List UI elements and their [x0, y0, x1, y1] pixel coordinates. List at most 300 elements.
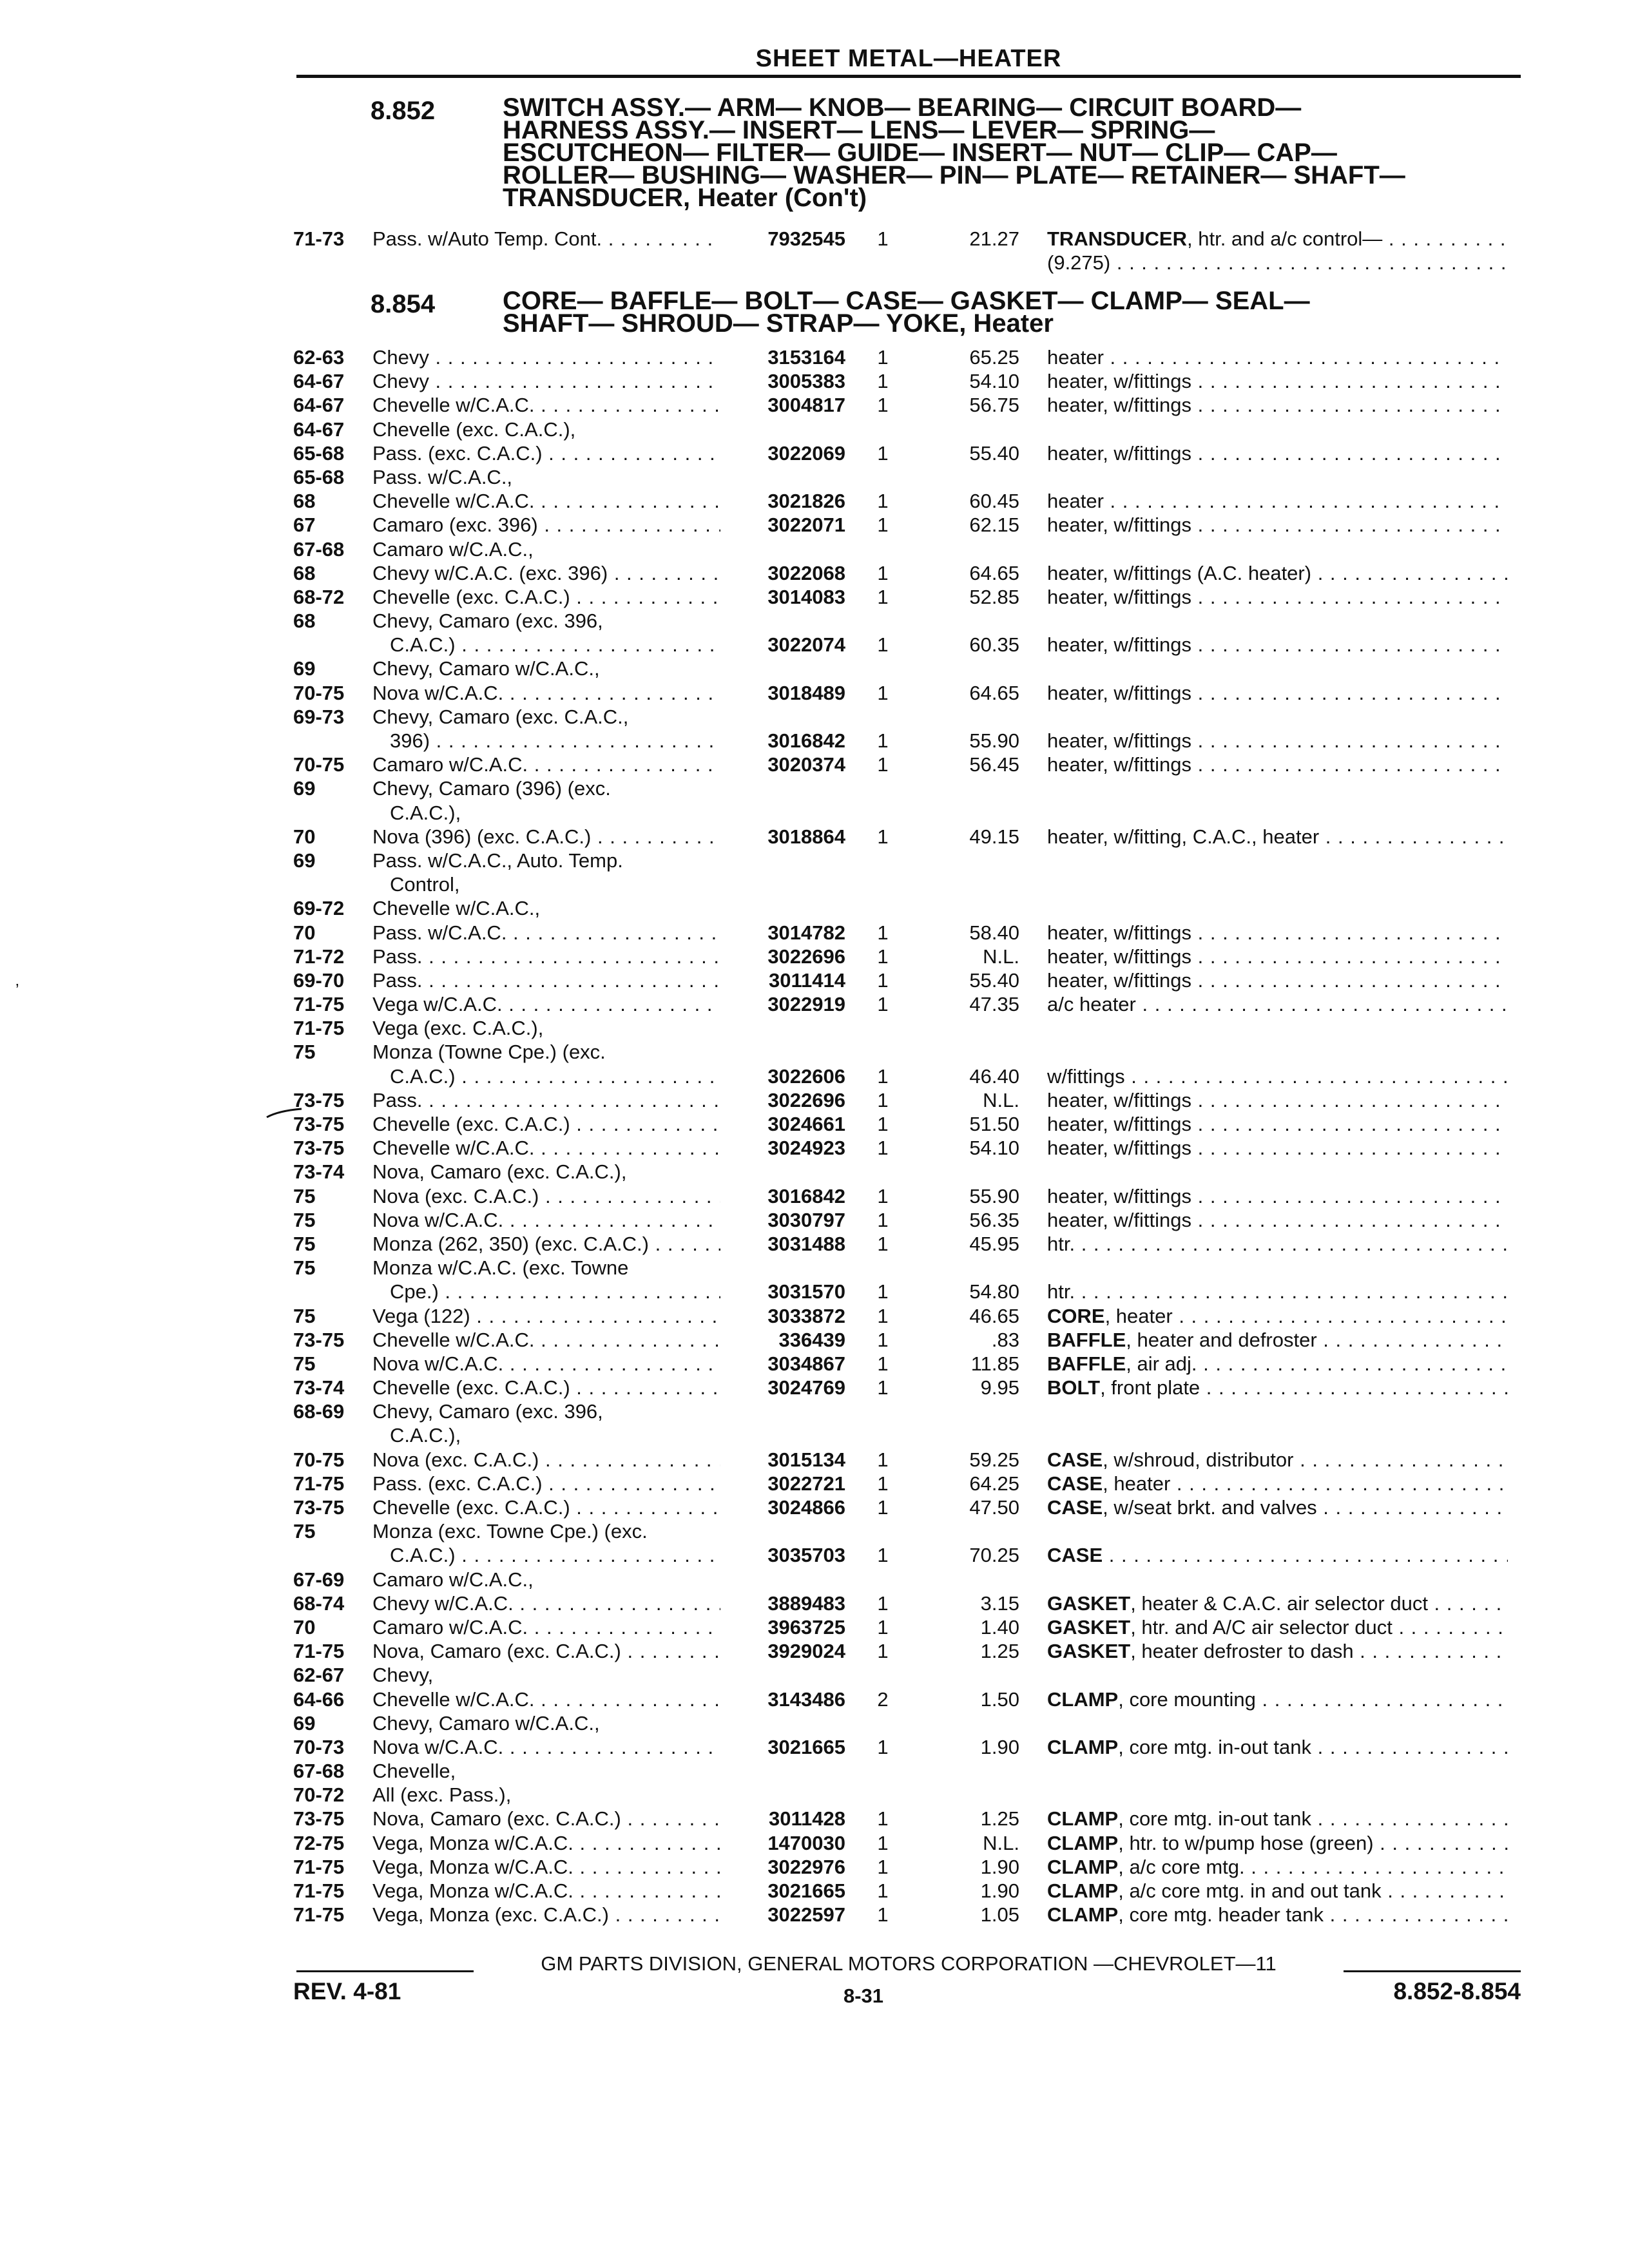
section-number: 8.852 [371, 97, 436, 125]
price: 3.15 [980, 1591, 1019, 1615]
part-name-keyword: CLAMP [1047, 1879, 1119, 1902]
parts-row [0, 489, 1629, 513]
part-name [1047, 992, 1508, 1016]
application-desc: Pass. (exc. C.A.C.) . . . [372, 1472, 720, 1495]
model-years: 71-75 [293, 1017, 345, 1040]
part-name-detail: (9.275) [1047, 251, 1111, 274]
part-name-keyword: CASE [1047, 1496, 1103, 1519]
part-name [1047, 945, 1508, 968]
application-desc: C.A.C.) . . . [390, 1064, 720, 1088]
part-name [1047, 1112, 1508, 1136]
price: 11.85 [970, 1352, 1019, 1375]
price: 45.95 [969, 1232, 1019, 1255]
model-years: 73-74 [293, 1376, 345, 1399]
part-name-detail: heater, w/fittings [1047, 1088, 1192, 1111]
price: 1.90 [980, 1855, 1019, 1878]
quantity: 1 [877, 729, 889, 752]
model-years: 64-67 [293, 370, 345, 393]
model-years: 73-75 [293, 1137, 345, 1160]
application-desc: C.A.C.) . . . [390, 1543, 720, 1567]
part-name-keyword: CORE [1047, 1304, 1105, 1327]
part-name-detail: heater, w/fitting, C.A.C., heater [1047, 825, 1320, 848]
application-desc: Nova (396) (exc. C.A.C.) . . . [372, 825, 720, 849]
part-name-keyword: CLAMP [1047, 1903, 1119, 1927]
part-name [1047, 1495, 1508, 1519]
part-number: 3020374 [767, 753, 845, 776]
parts-row [0, 561, 1629, 585]
application-desc: Pass. w/C.A.C. . . . [372, 921, 720, 945]
quantity: 1 [877, 1591, 889, 1615]
price: 21.27 [969, 227, 1019, 250]
part-number: 336439 [778, 1328, 845, 1351]
application-desc: 396) . . . [390, 729, 720, 753]
quantity: 1 [877, 1376, 889, 1399]
model-years: 69 [293, 1711, 316, 1735]
section-title: CORE— BAFFLE— BOLT— CASE— GASKET— CLAMP— SEAL— SHAFT— SHROUD— STRAP— YOKE, Heater [503, 287, 1310, 338]
application-desc: Chevelle (exc. C.A.C.) . . . [372, 1376, 720, 1399]
quantity: 1 [877, 1088, 889, 1111]
parts-row [0, 1352, 1629, 1376]
page-title: SHEET METAL—HEATER [755, 45, 1062, 72]
part-name-detail: heater, w/fittings [1047, 441, 1192, 465]
parts-row [0, 345, 1629, 369]
model-years: 75 [293, 1208, 316, 1231]
application-desc: Chevelle, [372, 1760, 456, 1783]
part-name-detail: heater, w/fittings [1047, 753, 1192, 776]
price: N.L. [983, 1088, 1019, 1111]
part-number: 3929024 [767, 1640, 845, 1663]
parts-row [0, 776, 1629, 800]
quantity: 1 [877, 346, 889, 369]
model-years: 67-68 [293, 537, 345, 561]
part-name [1047, 1615, 1508, 1639]
price: 47.50 [969, 1496, 1019, 1519]
price: 1.05 [980, 1903, 1019, 1927]
part-number: 3024866 [767, 1496, 845, 1519]
footer-rule-left [296, 1970, 474, 1972]
application-desc: Control, [390, 873, 460, 896]
parts-row [0, 1064, 1629, 1088]
model-years: 75 [293, 1352, 316, 1375]
price: N.L. [983, 945, 1019, 968]
section-title: SWITCH ASSY.— ARM— KNOB— BEARING— CIRCUIT BOARD— HARNESS ASSY.— INSERT— LENS— LEVER— SPRING— ESCUTCHEON— FILTER— GUIDE— INSERT— NUT— CLIP— CAP— ROLLER— BUSHING— WASHER— PIN— PLATE— RETAINER— SHAFT— TRANSDUCER, Heater (Con't) [503, 93, 1405, 212]
quantity: 1 [877, 1113, 889, 1135]
price: 9.95 [980, 1376, 1019, 1399]
parts-row [0, 1136, 1629, 1160]
parts-row [0, 849, 1629, 872]
part-name [1047, 1687, 1508, 1711]
part-name-detail: , htr. to w/pump hose (green) [1118, 1831, 1374, 1854]
part-name-detail: heater, w/fittings [1047, 1184, 1192, 1207]
parts-row [0, 1376, 1629, 1399]
parts-row [0, 1615, 1629, 1639]
application-desc: Camaro w/C.A.C., [372, 1568, 534, 1591]
part-name [1047, 1543, 1508, 1567]
application-desc: Monza (Towne Cpe.) (exc. [372, 1041, 606, 1064]
quantity: 1 [877, 1831, 889, 1854]
application-desc: C.A.C.), [390, 801, 461, 824]
parts-row [0, 921, 1629, 945]
parts-row [0, 609, 1629, 633]
application-desc: Chevy w/C.A.C. (exc. 396) . . . [372, 561, 720, 585]
application-desc: Chevy . . . [372, 345, 720, 369]
price: 56.45 [969, 753, 1019, 776]
part-name-keyword: BAFFLE [1047, 1352, 1126, 1375]
part-name-detail: , core mounting [1118, 1687, 1256, 1711]
parts-row [0, 992, 1629, 1016]
margin-mark: ʼ [15, 981, 19, 1000]
model-years: 70-72 [293, 1783, 345, 1807]
price: 54.10 [969, 370, 1019, 393]
application-desc: Pass. w/C.A.C., Auto. Temp. [372, 849, 623, 872]
application-desc: Nova w/C.A.C. . . . [372, 1735, 720, 1759]
price: 70.25 [969, 1544, 1019, 1567]
part-name-detail: htr. [1047, 1232, 1075, 1255]
price: 1.50 [980, 1687, 1019, 1711]
parts-row [0, 729, 1629, 753]
part-name-keyword: BAFFLE [1047, 1328, 1126, 1351]
application-desc: Vega, Monza w/C.A.C. . . . [372, 1855, 720, 1879]
part-name [1047, 753, 1508, 776]
quantity: 1 [877, 394, 889, 417]
model-years: 67 [293, 514, 316, 537]
part-name [1047, 1807, 1508, 1831]
model-years: 73-75 [293, 1113, 345, 1135]
footer-publisher: GM PARTS DIVISION, GENERAL MOTORS CORPORATION —CHEVROLET—11 [541, 1952, 1277, 1975]
part-name [1047, 489, 1508, 513]
part-number: 3022071 [767, 514, 845, 537]
model-years: 68 [293, 490, 316, 513]
quantity: 1 [877, 227, 889, 250]
part-name-keyword: GASKET [1047, 1640, 1131, 1663]
price: 55.90 [969, 729, 1019, 752]
model-years: 70 [293, 1615, 316, 1639]
model-years: 65-68 [293, 465, 345, 488]
part-number: 3022606 [767, 1064, 845, 1088]
parts-row [0, 657, 1629, 680]
part-number: 3011428 [769, 1807, 845, 1831]
part-name-keyword: CLAMP [1047, 1855, 1119, 1878]
application-desc: Chevy, Camaro (exc. 396, [372, 1400, 603, 1423]
part-name-keyword: CLAMP [1047, 1807, 1119, 1831]
price: 49.15 [969, 825, 1019, 848]
price: 55.40 [969, 968, 1019, 992]
application-desc: C.A.C.), [390, 1424, 461, 1447]
part-name-detail: heater, w/fittings [1047, 945, 1192, 968]
parts-row [0, 1855, 1629, 1879]
quantity: 1 [877, 1903, 889, 1927]
application-desc: Camaro w/C.A.C. . . . [372, 1615, 720, 1639]
application-desc: Chevelle w/C.A.C. . . . [372, 1328, 720, 1352]
model-years: 73-75 [293, 1088, 345, 1111]
parts-row [0, 393, 1629, 417]
parts-row [0, 1448, 1629, 1472]
parts-row [0, 1040, 1629, 1064]
part-number: 3963725 [767, 1615, 845, 1639]
quantity: 1 [877, 1855, 889, 1878]
part-number: 3035703 [767, 1544, 845, 1567]
application-desc: Nova w/C.A.C. . . . [372, 681, 720, 705]
part-number: 3022597 [767, 1903, 845, 1927]
application-desc: Pass. . . . [372, 968, 720, 992]
parts-row [0, 251, 1629, 274]
part-name-detail: heater, w/fittings [1047, 921, 1192, 944]
application-desc: Chevelle (exc. C.A.C.) . . . [372, 1112, 720, 1136]
part-name [1047, 393, 1508, 417]
quantity: 1 [877, 1615, 889, 1639]
part-name [1047, 1136, 1508, 1160]
part-name-detail: , a/c core mtg. [1118, 1855, 1245, 1878]
part-name [1047, 1831, 1508, 1855]
application-desc: Monza (262, 350) (exc. C.A.C.) . . . [372, 1232, 720, 1256]
application-desc: Nova, Camaro (exc. C.A.C.) . . . [372, 1807, 720, 1831]
part-name [1047, 1879, 1508, 1903]
parts-row [0, 1879, 1629, 1903]
price: 1.90 [980, 1879, 1019, 1902]
section-8852-rows [0, 227, 1629, 274]
application-desc: Chevelle (exc. C.A.C.) . . . [372, 1495, 720, 1519]
parts-row [0, 1687, 1629, 1711]
part-name-keyword: CASE [1047, 1472, 1103, 1495]
part-name [1047, 441, 1508, 465]
part-number: 3021665 [767, 1735, 845, 1758]
part-number: 3014083 [767, 585, 845, 608]
model-years: 70-75 [293, 753, 345, 776]
part-name-detail: , w/shroud, distributor [1103, 1448, 1294, 1471]
model-years: 65-68 [293, 441, 345, 465]
application-desc: Pass. w/C.A.C., [372, 465, 513, 488]
part-name-detail: heater, w/fittings [1047, 1113, 1192, 1135]
parts-row [0, 1543, 1629, 1567]
part-name [1047, 1735, 1508, 1759]
part-name [1047, 513, 1508, 537]
model-years: 75 [293, 1184, 316, 1207]
quantity: 1 [877, 968, 889, 992]
part-number: 3889483 [767, 1591, 845, 1615]
price: 46.40 [969, 1064, 1019, 1088]
handwritten-tick-mark [265, 1107, 303, 1120]
parts-row [0, 1495, 1629, 1519]
quantity: 1 [877, 1640, 889, 1663]
parts-row [0, 1472, 1629, 1495]
application-desc: Chevy, Camaro w/C.A.C., [372, 657, 600, 680]
part-name [1047, 825, 1508, 849]
application-desc: Chevelle w/C.A.C. . . . [372, 1136, 720, 1160]
quantity: 1 [877, 753, 889, 776]
part-name-detail: a/c heater [1047, 993, 1136, 1016]
model-years: 71-75 [293, 1855, 345, 1878]
quantity: 1 [877, 1544, 889, 1567]
part-number: 3031570 [767, 1280, 845, 1303]
part-number: 3018489 [767, 681, 845, 704]
part-number: 3143486 [767, 1687, 845, 1711]
model-years: 75 [293, 1304, 316, 1327]
section-heading-8852 [371, 93, 1530, 226]
part-number: 3022976 [767, 1855, 845, 1878]
parts-row [0, 1831, 1629, 1855]
part-name-detail: , air adj. [1126, 1352, 1197, 1375]
part-name-detail: , front plate [1100, 1376, 1200, 1399]
parts-row [0, 227, 1629, 251]
quantity: 1 [877, 514, 889, 537]
application-desc: Vega (exc. C.A.C.), [372, 1017, 544, 1040]
price: 51.50 [969, 1113, 1019, 1135]
quantity: 1 [877, 1472, 889, 1495]
part-name [1047, 1232, 1508, 1256]
model-years: 72-75 [293, 1831, 345, 1854]
parts-row [0, 1304, 1629, 1328]
quantity: 1 [877, 1448, 889, 1471]
part-name-detail: heater, w/fittings [1047, 370, 1192, 393]
part-name-detail: , core mtg. in-out tank [1118, 1807, 1312, 1831]
quantity: 1 [877, 1304, 889, 1327]
quantity: 1 [877, 945, 889, 968]
part-number: 3018864 [767, 825, 845, 848]
application-desc: Chevelle (exc. C.A.C.) . . . [372, 585, 720, 609]
part-name-keyword: GASKET [1047, 1591, 1131, 1615]
application-desc: Chevelle w/C.A.C. . . . [372, 489, 720, 513]
part-name-detail: , core mtg. in-out tank [1118, 1735, 1312, 1758]
price: 46.65 [969, 1304, 1019, 1327]
application-desc: Chevy, Camaro w/C.A.C., [372, 1711, 600, 1735]
part-name [1047, 585, 1508, 609]
parts-row [0, 945, 1629, 968]
part-name [1047, 1376, 1508, 1399]
part-name-keyword: CLAMP [1047, 1735, 1119, 1758]
part-number: 3016842 [767, 1184, 845, 1207]
application-desc: Nova, Camaro (exc. C.A.C.) . . . [372, 1639, 720, 1663]
application-desc: Pass. . . . [372, 1088, 720, 1112]
part-name [1047, 1639, 1508, 1663]
parts-row [0, 441, 1629, 465]
parts-row [0, 1088, 1629, 1112]
price: 55.90 [969, 1184, 1019, 1207]
price: 54.80 [969, 1280, 1019, 1303]
part-name-detail: , heater & C.A.C. air selector duct [1130, 1591, 1428, 1615]
section-8854-rows [0, 345, 1629, 1927]
application-desc: Vega, Monza (exc. C.A.C.) . . . [372, 1903, 720, 1927]
model-years: 62-63 [293, 346, 345, 369]
model-years: 70-73 [293, 1735, 345, 1758]
model-years: 75 [293, 1256, 316, 1280]
footer-rule-right [1344, 1970, 1521, 1972]
parts-row [0, 1256, 1629, 1280]
quantity: 1 [877, 1879, 889, 1902]
quantity: 2 [877, 1687, 889, 1711]
price: 64.65 [969, 561, 1019, 584]
model-years: 67-69 [293, 1568, 345, 1591]
part-name [1047, 1472, 1508, 1495]
application-desc: Vega, Monza w/C.A.C. . . . [372, 1879, 720, 1903]
price: N.L. [983, 1831, 1019, 1854]
parts-row [0, 1016, 1629, 1040]
part-name [1047, 681, 1508, 705]
model-years: 75 [293, 1041, 316, 1064]
quantity: 1 [877, 1137, 889, 1160]
parts-row [0, 1807, 1629, 1831]
part-name [1047, 1903, 1508, 1927]
parts-row [0, 418, 1629, 441]
parts-row [0, 801, 1629, 825]
model-years: 68 [293, 610, 316, 633]
part-name [1047, 561, 1508, 585]
part-number: 3011414 [769, 968, 845, 992]
part-number: 1470030 [767, 1831, 845, 1854]
part-name-detail: heater [1047, 490, 1104, 513]
part-name-detail: htr. [1047, 1280, 1075, 1303]
part-name-detail: , core mtg. header tank [1118, 1903, 1324, 1927]
quantity: 1 [877, 1807, 889, 1831]
parts-row [0, 465, 1629, 489]
application-desc: Chevy, Camaro (exc. 396, [372, 610, 603, 633]
part-name [1047, 921, 1508, 945]
model-years: 69-73 [293, 705, 345, 728]
parts-row [0, 1160, 1629, 1184]
parts-row [0, 1399, 1629, 1423]
price: 64.65 [969, 681, 1019, 704]
quantity: 1 [877, 921, 889, 944]
model-years: 70-75 [293, 1448, 345, 1471]
model-years: 68 [293, 561, 316, 584]
application-desc: Camaro w/C.A.C., [372, 537, 534, 561]
part-number: 3022068 [767, 561, 845, 584]
quantity: 1 [877, 585, 889, 608]
model-years: 70-75 [293, 681, 345, 704]
price: 58.40 [969, 921, 1019, 944]
part-name-detail: , heater defroster to dash [1130, 1640, 1354, 1663]
part-number: 3022696 [767, 1088, 845, 1111]
part-name [1047, 1591, 1508, 1615]
part-number: 3024923 [767, 1137, 845, 1160]
section-number: 8.854 [371, 290, 436, 318]
part-name-detail: , heater [1104, 1304, 1173, 1327]
parts-row [0, 681, 1629, 705]
part-name-detail: heater, w/fittings [1047, 729, 1192, 752]
application-desc: Chevelle (exc. C.A.C.), [372, 418, 576, 441]
model-years: 71-75 [293, 1879, 345, 1902]
part-name [1047, 1064, 1508, 1088]
application-desc: Monza w/C.A.C. (exc. Towne [372, 1256, 629, 1280]
application-desc: Chevy, Camaro (396) (exc. [372, 777, 611, 800]
parts-row [0, 1208, 1629, 1232]
application-desc: Vega (122) . . . [372, 1304, 720, 1328]
part-number: 3016842 [767, 729, 845, 752]
price: 56.75 [969, 394, 1019, 417]
model-years: 71-75 [293, 1472, 345, 1495]
part-number: 3031488 [767, 1232, 845, 1255]
footer-page-number: 8-31 [843, 1984, 884, 2007]
model-years: 69 [293, 777, 316, 800]
application-desc: Nova (exc. C.A.C.) . . . [372, 1448, 720, 1472]
part-name-keyword: CLAMP [1047, 1831, 1119, 1854]
quantity: 1 [877, 1208, 889, 1231]
quantity: 1 [877, 1064, 889, 1088]
model-years: 69-70 [293, 968, 345, 992]
application-desc: Pass. w/Auto Temp. Cont. . . . [372, 227, 720, 251]
parts-row [0, 896, 1629, 920]
part-name-detail: heater, w/fittings [1047, 1208, 1192, 1231]
part-name [1047, 227, 1508, 251]
part-name [1047, 369, 1508, 393]
part-number: 3022074 [767, 633, 845, 657]
parts-row [0, 1783, 1629, 1807]
price: 54.10 [969, 1137, 1019, 1160]
application-desc: Camaro (exc. 396) . . . [372, 513, 720, 537]
parts-row [0, 537, 1629, 561]
part-name-detail: , htr. and a/c control— [1187, 227, 1383, 250]
part-number: 3022721 [767, 1472, 845, 1495]
price: 56.35 [969, 1208, 1019, 1231]
